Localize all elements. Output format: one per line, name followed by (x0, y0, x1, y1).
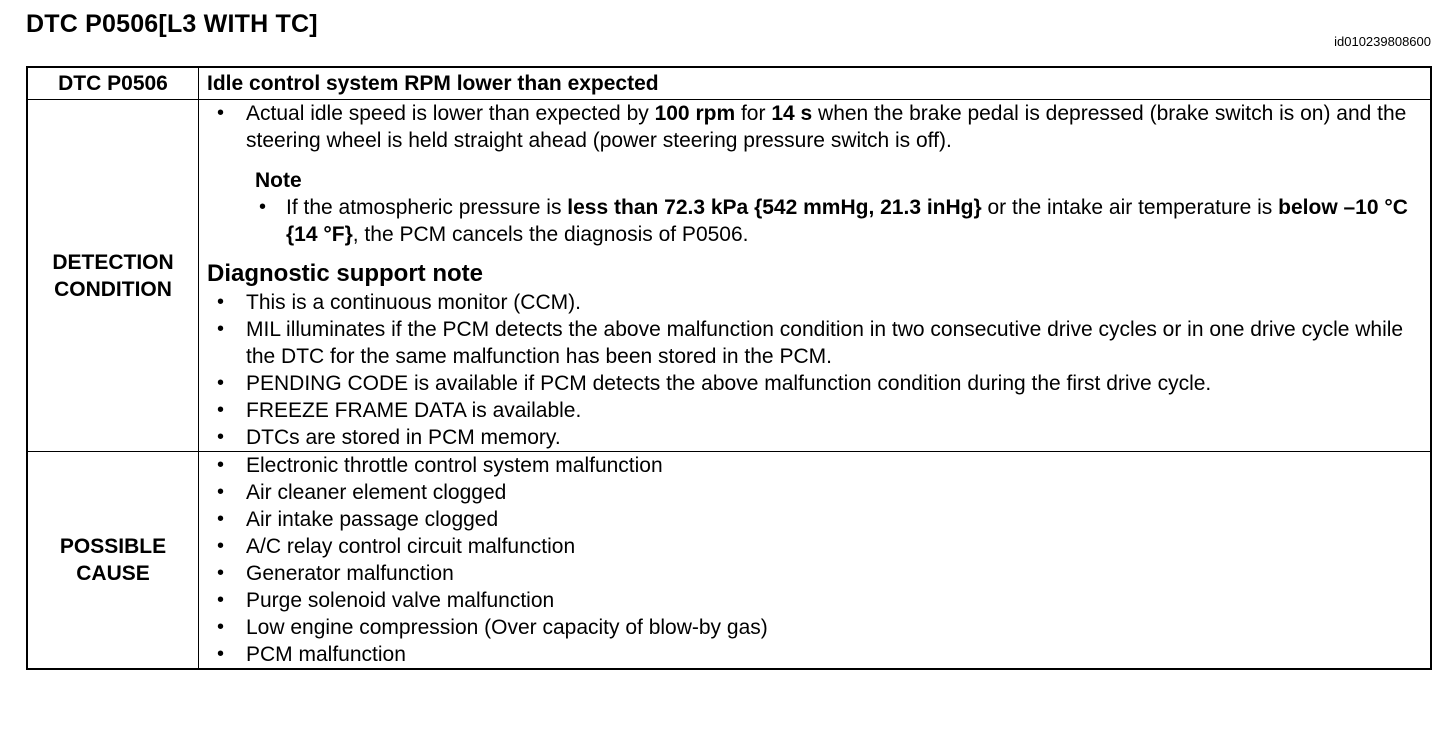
detection-condition-row (27, 100, 1431, 452)
note-bullet (255, 194, 1422, 248)
note-text-2: or the intake air temperature is (981, 196, 1279, 219)
note-temperature-value: below –10 °C {14 °F} (286, 196, 1408, 246)
cause-item: • Air intake passage clogged (207, 506, 1422, 533)
note-text-1: If the atmospheric pressure is (286, 196, 568, 219)
support-item: • FREEZE FRAME DATA is available. (207, 397, 1422, 424)
support-item: • PENDING CODE is available if PCM detects the above malfunction condition during the first drive cycle. (207, 370, 1422, 397)
table-header-row (27, 67, 1431, 100)
detection-label-line1: DETECTION (52, 250, 174, 274)
dtc-description-cell: Idle control system RPM lower than expected (199, 67, 1432, 100)
note-block (255, 167, 1422, 248)
detection-condition-label (27, 100, 199, 452)
cause-label-line1: POSSIBLE (59, 535, 167, 558)
detection-main-list (207, 100, 1422, 154)
detection-label-line2: CONDITION (54, 277, 172, 301)
possible-cause-label (27, 452, 199, 670)
diagnostic-support-title: Diagnostic support note (207, 260, 483, 287)
support-item: • This is a continuous monitor (CCM). (207, 289, 1422, 316)
cause-item: • Low engine compression (Over capacity of blow-by gas) (207, 614, 1422, 641)
cause-item: • PCM malfunction (207, 641, 1422, 668)
support-item: • DTCs are stored in PCM memory. (207, 424, 1422, 451)
detection-main-bullet (207, 100, 1422, 154)
note-pressure-value: less than 72.3 kPa {542 mmHg, 21.3 inHg} (567, 196, 982, 219)
support-item: • MIL illuminates if the PCM detects the above malfunction condition in two consecutive drive cycles or in one drive cycle while the DTC for the same malfunction has been stored in the PCM. (207, 316, 1422, 370)
cause-item: • Generator malfunction (207, 560, 1422, 587)
document-id: id010239808600 (1334, 34, 1431, 49)
note-text-3: , the PCM cancels the diagnosis of P0506. (352, 223, 749, 246)
cause-item: • A/C relay control circuit malfunction (207, 533, 1422, 560)
main-text-3: when the brake pedal is depressed (brake switch is on) and the steering wheel is held straight ahead (power steering pressure switch is off). (246, 102, 1407, 152)
detection-condition-content (199, 100, 1432, 452)
main-time-value: 14 s (771, 102, 813, 125)
note-list (255, 194, 1422, 248)
cause-item: • Purge solenoid valve malfunction (207, 587, 1422, 614)
dtc-code-cell: DTC P0506 (27, 67, 199, 100)
possible-cause-list (207, 452, 1422, 668)
diagnostic-support-list (207, 289, 1422, 451)
main-text-1: Actual idle speed is lower than expected by (246, 102, 655, 125)
note-title: Note (255, 169, 302, 192)
main-rpm-value: 100 rpm (654, 102, 736, 125)
cause-label-line2: CAUSE (76, 562, 150, 585)
possible-cause-content (199, 452, 1432, 670)
possible-cause-row (27, 452, 1431, 670)
dtc-table (26, 66, 1432, 670)
cause-item: • Electronic throttle control system malfunction (207, 452, 1422, 479)
page-title: DTC P0506[L3 WITH TC] (26, 10, 318, 38)
cause-item: • Air cleaner element clogged (207, 479, 1422, 506)
main-text-2: for (735, 102, 772, 125)
